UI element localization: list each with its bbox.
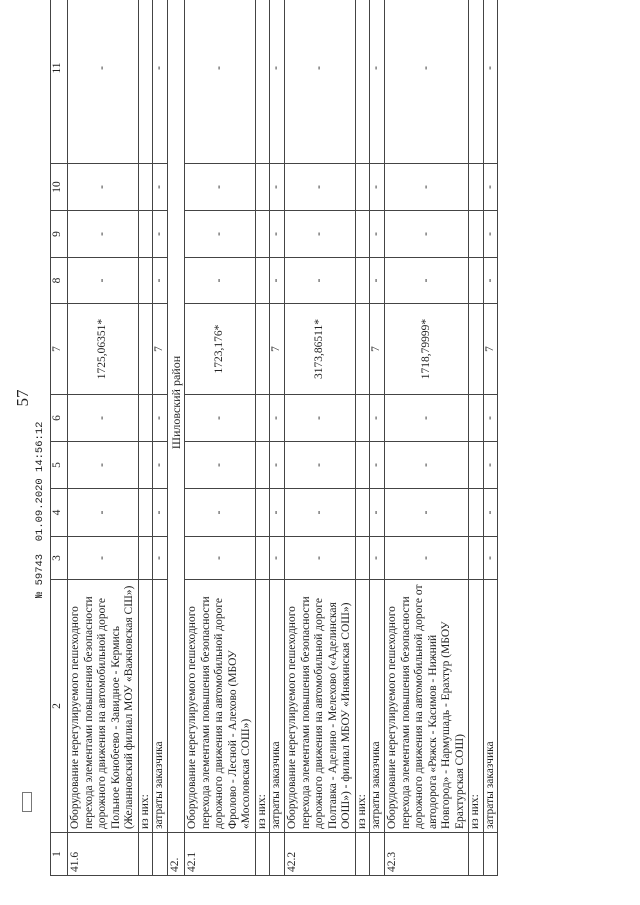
cell-c6: -: [68, 395, 139, 442]
cell-c8: [138, 258, 153, 304]
cell-c6: [469, 395, 484, 442]
cell-c7: [138, 304, 153, 395]
header-col-7: 7: [51, 304, 68, 395]
cell-c4: -: [384, 489, 468, 537]
cell-c11: [138, 0, 153, 164]
cell-c6: -: [185, 395, 256, 442]
row-number: [153, 833, 168, 876]
header-col-9: 9: [51, 211, 68, 258]
cell-c7: [355, 304, 370, 395]
cell-c3: -: [285, 537, 356, 580]
stamp-mark: [22, 792, 32, 812]
cell-c9: [355, 211, 370, 258]
cell-c10: -: [153, 164, 168, 211]
cell-c11: -: [153, 0, 168, 164]
cell-c8: -: [270, 258, 285, 304]
cell-c5: -: [384, 442, 468, 489]
cell-c10: [138, 164, 153, 211]
cell-c4: -: [68, 489, 139, 537]
cell-c7: 1725,06351*: [68, 304, 139, 395]
table-subrow: [270, 0, 285, 876]
cell-c10: -: [270, 164, 285, 211]
row-number: [355, 833, 370, 876]
cell-c7: 1718,79999*: [384, 304, 468, 395]
section-row: [167, 0, 184, 876]
cell-c11: -: [370, 0, 385, 164]
header-col-6: 6: [51, 395, 68, 442]
cell-c4: [138, 489, 153, 537]
cell-c5: -: [285, 442, 356, 489]
cell-c5: -: [153, 442, 168, 489]
cell-c9: [255, 211, 270, 258]
header-col-5: 5: [51, 442, 68, 489]
cell-c6: -: [270, 395, 285, 442]
cell-c9: -: [384, 211, 468, 258]
cell-c8: -: [370, 258, 385, 304]
cell-c10: -: [370, 164, 385, 211]
cell-c9: -: [285, 211, 356, 258]
cell-c6: -: [384, 395, 468, 442]
cell-c11: [255, 0, 270, 164]
row-description: Оборудование нерегулируемого пешеходного перехода элементами повышения безопасности дорожного движения на автомобильной дороге от автодорога «Ряжск - Касимов - Нижний Новгород» - Нармушадь - Ерахтур (МБОУ Ерахтурская СОШ): [384, 580, 468, 833]
cell-c10: -: [285, 164, 356, 211]
cell-c3: -: [384, 537, 468, 580]
cell-c9: [138, 211, 153, 258]
cell-c8: -: [384, 258, 468, 304]
cell-c11: -: [270, 0, 285, 164]
cell-c11: -: [185, 0, 256, 164]
row-description: затраты заказчика: [153, 580, 168, 833]
row-number: 42.: [167, 833, 184, 876]
cell-c5: -: [185, 442, 256, 489]
table-subrow: [355, 0, 370, 876]
cell-c6: [138, 395, 153, 442]
cell-c9: [469, 211, 484, 258]
row-number: 42.3: [384, 833, 468, 876]
cell-c7: 7: [483, 304, 498, 395]
header-col-3: 3: [51, 537, 68, 580]
header-col-4: 4: [51, 489, 68, 537]
cell-c7: [469, 304, 484, 395]
cell-c10: [255, 164, 270, 211]
cell-c11: -: [384, 0, 468, 164]
cell-c6: -: [483, 395, 498, 442]
cell-c8: -: [68, 258, 139, 304]
row-number: [255, 833, 270, 876]
cell-c4: -: [370, 489, 385, 537]
table-body: [68, 0, 498, 876]
cell-c10: [355, 164, 370, 211]
cell-c11: -: [483, 0, 498, 164]
cell-c6: -: [370, 395, 385, 442]
cell-c10: -: [483, 164, 498, 211]
cell-c3: -: [483, 537, 498, 580]
table-row: [285, 0, 356, 876]
table-subrow: [370, 0, 385, 876]
row-description: Оборудование нерегулируемого пешеходного перехода элементами повышения безопасности дорожного движения на автомобильной дороге Фролово - Лесной - Алехово (МБОУ «Мосоловская СОШ»): [185, 580, 256, 833]
table-subrow: [255, 0, 270, 876]
cell-c11: -: [68, 0, 139, 164]
cell-c3: -: [68, 537, 139, 580]
row-description: затраты заказчика: [483, 580, 498, 833]
cell-c10: -: [68, 164, 139, 211]
cell-c5: -: [68, 442, 139, 489]
row-description: из них:: [469, 580, 484, 833]
row-number: [138, 833, 153, 876]
row-description: Оборудование нерегулируемого пешеходного перехода элементами повышения безопасности дорожного движения на автомобильной дороге Польное Конобеево - Завидное - Кермись (Желанновский филиал МОУ «Важновская СШ»): [68, 580, 139, 833]
cell-c3: -: [370, 537, 385, 580]
cell-c8: -: [185, 258, 256, 304]
cell-c3: -: [185, 537, 256, 580]
row-number: 41.6: [68, 833, 139, 876]
cell-c7: 7: [153, 304, 168, 395]
header-col-8: 8: [51, 258, 68, 304]
cell-c7: 7: [270, 304, 285, 395]
cell-c7: 3173,86511*: [285, 304, 356, 395]
rotated-table-container: [50, 23, 596, 876]
cell-c7: 1723,176*: [185, 304, 256, 395]
row-number: [370, 833, 385, 876]
cell-c8: -: [285, 258, 356, 304]
cell-c3: [255, 537, 270, 580]
cell-c4: -: [483, 489, 498, 537]
cell-c5: [138, 442, 153, 489]
cell-c10: -: [384, 164, 468, 211]
cell-c9: -: [270, 211, 285, 258]
row-description: из них:: [355, 580, 370, 833]
cell-c3: -: [270, 537, 285, 580]
cell-c4: [469, 489, 484, 537]
cell-c11: -: [285, 0, 356, 164]
cell-c9: -: [370, 211, 385, 258]
cell-c7: 7: [370, 304, 385, 395]
header-col-10: 10: [51, 164, 68, 211]
cell-c10: -: [185, 164, 256, 211]
header-col-1: 1: [51, 833, 68, 876]
cell-c8: -: [153, 258, 168, 304]
row-number: [270, 833, 285, 876]
cell-c11: [469, 0, 484, 164]
cell-c5: -: [483, 442, 498, 489]
cell-c5: [355, 442, 370, 489]
cell-c4: -: [270, 489, 285, 537]
table-row: [68, 0, 139, 876]
row-description: из них:: [138, 580, 153, 833]
row-number: 42.2: [285, 833, 356, 876]
cell-c9: -: [185, 211, 256, 258]
budget-table: [50, 0, 498, 876]
cell-c11: [355, 0, 370, 164]
cell-c5: [469, 442, 484, 489]
cell-c3: [469, 537, 484, 580]
cell-c5: -: [270, 442, 285, 489]
doc-number: № 59743: [34, 553, 46, 598]
cell-c4: -: [153, 489, 168, 537]
row-description: затраты заказчика: [370, 580, 385, 833]
cell-c4: -: [285, 489, 356, 537]
cell-c8: -: [483, 258, 498, 304]
cell-c8: [355, 258, 370, 304]
cell-c8: [255, 258, 270, 304]
section-title: Шиловский район: [167, 0, 184, 833]
footer-stamp-text: [34, 422, 46, 598]
table-subrow: [138, 0, 153, 876]
cell-c6: [355, 395, 370, 442]
table-subrow: [483, 0, 498, 876]
cell-c4: [255, 489, 270, 537]
header-col-11: 11: [51, 0, 68, 164]
row-description: Оборудование нерегулируемого пешеходного перехода элементами повышения безопасности дорожного движения на автомобильной дороге Полтавка - Аделино - Мелехово («Аделинская ООШ») - филиал МБОУ «Инякинская СОШ»): [285, 580, 356, 833]
cell-c6: [255, 395, 270, 442]
cell-c9: -: [68, 211, 139, 258]
cell-c3: [355, 537, 370, 580]
table-row: [384, 0, 468, 876]
cell-c5: [255, 442, 270, 489]
row-number: 42.1: [185, 833, 256, 876]
cell-c9: -: [153, 211, 168, 258]
cell-c4: -: [185, 489, 256, 537]
cell-c4: [355, 489, 370, 537]
row-description: из них:: [255, 580, 270, 833]
cell-c8: [469, 258, 484, 304]
doc-timestamp: 01.09.2020 14:56:12: [34, 421, 46, 542]
header-col-2: 2: [51, 580, 68, 833]
table-row: [185, 0, 256, 876]
cell-c9: -: [483, 211, 498, 258]
table-subrow: [153, 0, 168, 876]
cell-c3: -: [153, 537, 168, 580]
cell-c6: -: [285, 395, 356, 442]
row-number: [483, 833, 498, 876]
cell-c7: [255, 304, 270, 395]
cell-c10: [469, 164, 484, 211]
cell-c5: -: [370, 442, 385, 489]
row-description: затраты заказчика: [270, 580, 285, 833]
table-header-row: [51, 0, 68, 876]
page-number: 57: [13, 389, 32, 407]
cell-c6: -: [153, 395, 168, 442]
row-number: [469, 833, 484, 876]
cell-c3: [138, 537, 153, 580]
table-subrow: [469, 0, 484, 876]
